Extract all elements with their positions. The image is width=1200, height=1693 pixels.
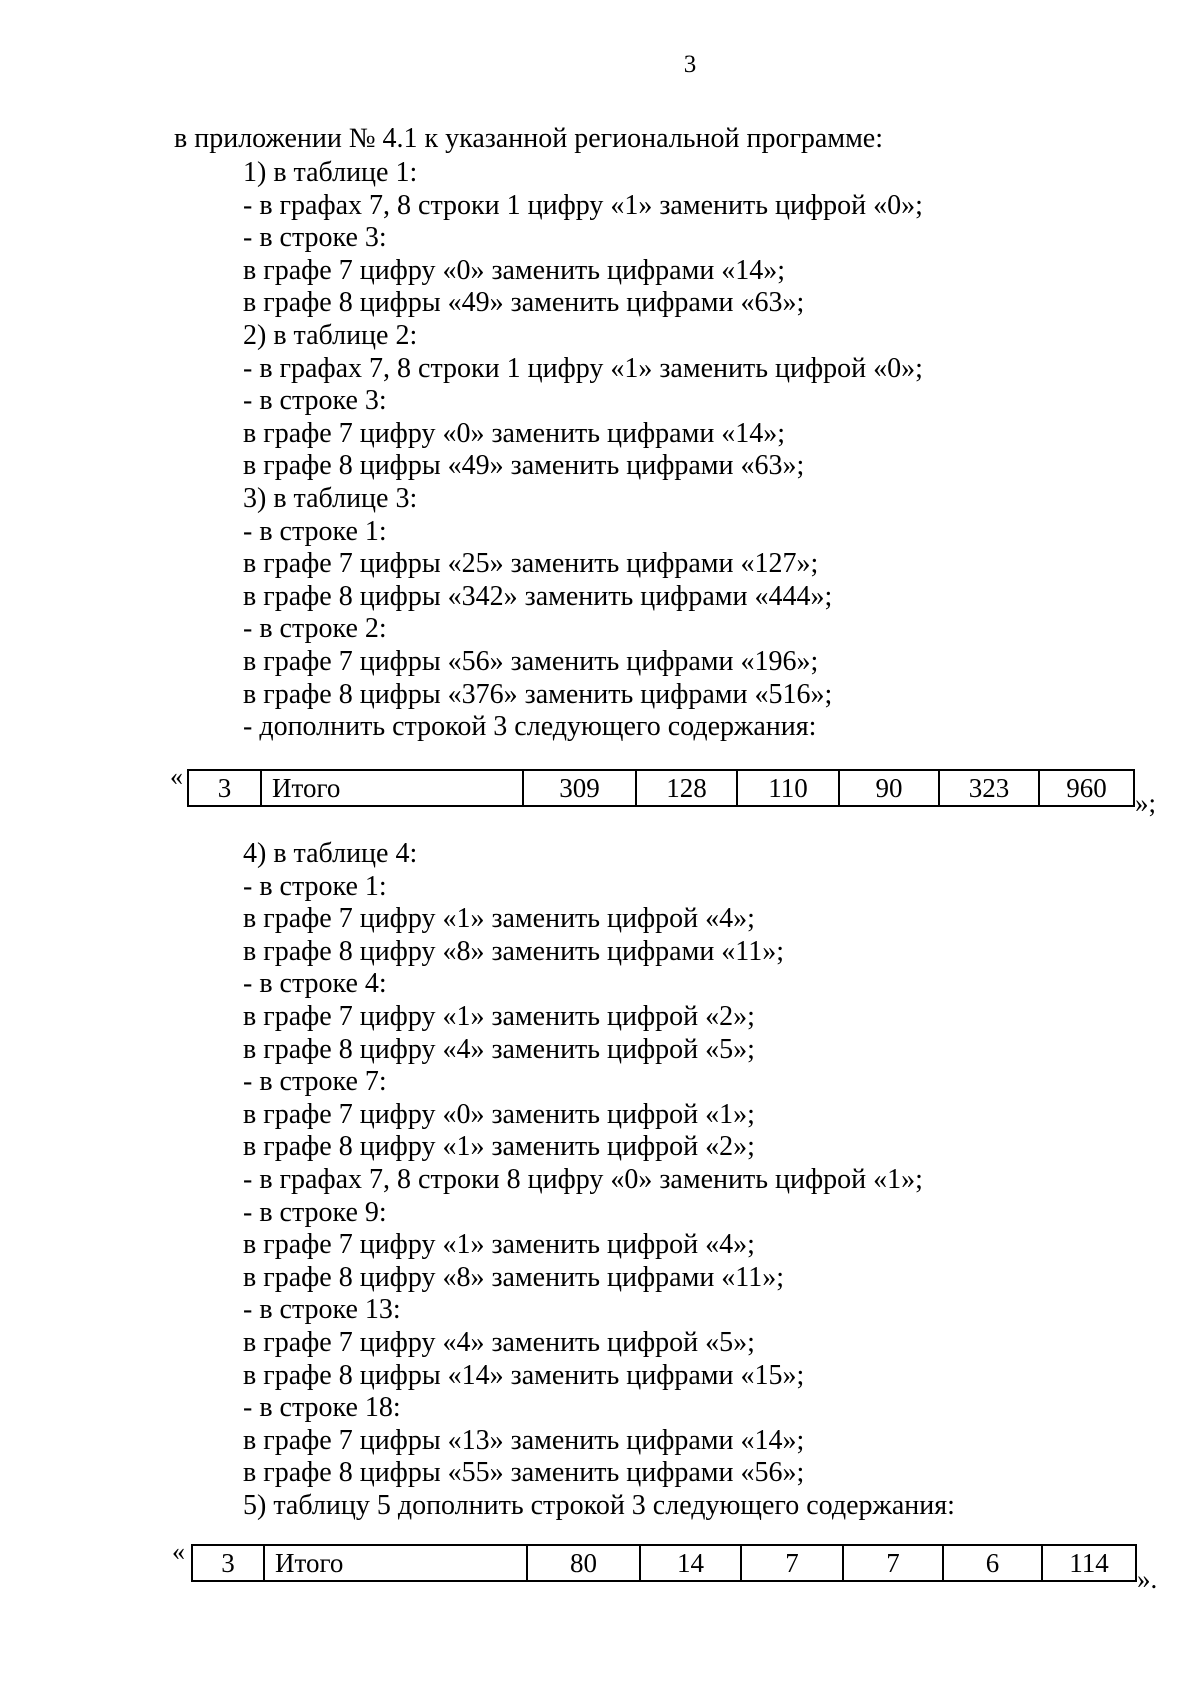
table1-close-quote: »;: [1135, 788, 1157, 818]
table1-open-quote: «: [170, 762, 183, 791]
table-cell-value: 323: [939, 770, 1039, 806]
text-line: - в строке 3:: [243, 222, 387, 254]
table-cell-value: 960: [1039, 770, 1134, 806]
table-row: [188, 770, 1134, 806]
text-line: в графе 7 цифру «0» заменить цифрами «14»;: [243, 417, 786, 449]
table-cell-label: Итого: [261, 770, 523, 806]
text-line: в графе 7 цифру «1» заменить цифрой «4»;: [243, 903, 755, 935]
table-cell-value: 80: [527, 1545, 640, 1581]
text-line: в графе 8 цифры «376» заменить цифрами «516»;: [243, 678, 833, 710]
text-line: - в строке 7:: [243, 1066, 387, 1098]
text-line: - в строке 2:: [243, 613, 387, 645]
table-cell-value: 7: [741, 1545, 843, 1581]
text-line: - в строке 3:: [243, 385, 387, 417]
table2-close-quote: ».: [1137, 1564, 1158, 1594]
text-line: в графе 8 цифру «8» заменить цифрами «11»;: [243, 935, 785, 967]
text-line: в графе 8 цифры «342» заменить цифрами «444»;: [243, 580, 833, 612]
text-line: в графе 8 цифру «8» заменить цифрами «11»;: [243, 1261, 785, 1293]
text-line: 3) в таблице 3:: [243, 482, 418, 514]
text-line: 4) в таблице 4:: [243, 838, 418, 869]
text-line: в графе 7 цифру «1» заменить цифрой «4»;: [243, 1229, 755, 1261]
table-cell-row-number: 3: [188, 770, 261, 806]
amendments-block-1: [243, 157, 923, 744]
table-cell-value: 7: [843, 1545, 943, 1581]
text-line: в графе 8 цифру «4» заменить цифрой «5»;: [243, 1033, 755, 1065]
text-line: в графе 7 цифру «4» заменить цифрой «5»;: [243, 1326, 755, 1358]
text-line: в графе 8 цифры «49» заменить цифрами «63»;: [243, 450, 805, 482]
text-line: в графе 8 цифру «1» заменить цифрой «2»;: [243, 1131, 755, 1163]
table-cell-value: 128: [636, 770, 737, 806]
text-line: в графе 7 цифры «13» заменить цифрами «14»;: [243, 1424, 805, 1456]
table-cell-value: 14: [640, 1545, 741, 1581]
text-line: - в строке 9:: [243, 1196, 387, 1228]
text-line: - в графах 7, 8 строки 1 цифру «1» заменить цифрой «0»;: [243, 352, 923, 384]
text-line: - в строке 1:: [243, 515, 387, 547]
text-line: 1) в таблице 1:: [243, 157, 418, 188]
text-line: в графе 7 цифры «25» заменить цифрами «127»;: [243, 548, 819, 580]
text-line: в графе 8 цифры «14» заменить цифрами «15»;: [243, 1359, 805, 1391]
table-cell-row-number: 3: [192, 1545, 264, 1581]
text-line: 2) в таблице 2:: [243, 319, 418, 351]
text-line: - в графах 7, 8 строки 8 цифру «0» заменить цифрой «1»;: [243, 1163, 923, 1195]
text-line: в графе 8 цифры «55» заменить цифрами «56»;: [243, 1457, 805, 1489]
table-cell-value: 110: [737, 770, 839, 806]
table-cell-value: 90: [839, 770, 939, 806]
table-cell-label: Итого: [264, 1545, 527, 1581]
table2-insert-row: [191, 1544, 1137, 1582]
text-line: в графе 8 цифры «49» заменить цифрами «63»;: [243, 287, 805, 319]
intro-line: в приложении № 4.1 к указанной региональной программе:: [174, 123, 883, 154]
text-line: - в строке 1:: [243, 870, 387, 902]
text-line: в графе 7 цифры «56» заменить цифрами «196»;: [243, 645, 819, 677]
text-line: в графе 7 цифру «0» заменить цифрой «1»;: [243, 1098, 755, 1130]
table-cell-value: 6: [943, 1545, 1042, 1581]
text-line: в графе 7 цифру «1» заменить цифрой «2»;: [243, 1000, 755, 1032]
text-line: - в строке 4:: [243, 968, 387, 1000]
text-line: - в строке 13:: [243, 1294, 401, 1326]
text-line: в графе 7 цифру «0» заменить цифрами «14»;: [243, 254, 786, 286]
table-cell-value: 114: [1042, 1545, 1136, 1581]
table-row: [192, 1545, 1136, 1581]
text-line: - дополнить строкой 3 следующего содержания:: [243, 711, 817, 743]
text-line: - в строке 18:: [243, 1392, 401, 1424]
table1-insert-row: [187, 769, 1135, 807]
table2-open-quote: «: [172, 1537, 185, 1566]
text-line: - в графах 7, 8 строки 1 цифру «1» заменить цифрой «0»;: [243, 189, 923, 221]
amendments-block-2: [243, 838, 955, 1522]
text-line: 5) таблицу 5 дополнить строкой 3 следующего содержания:: [243, 1489, 955, 1521]
page-number: 3: [683, 51, 697, 78]
table-cell-value: 309: [523, 770, 636, 806]
